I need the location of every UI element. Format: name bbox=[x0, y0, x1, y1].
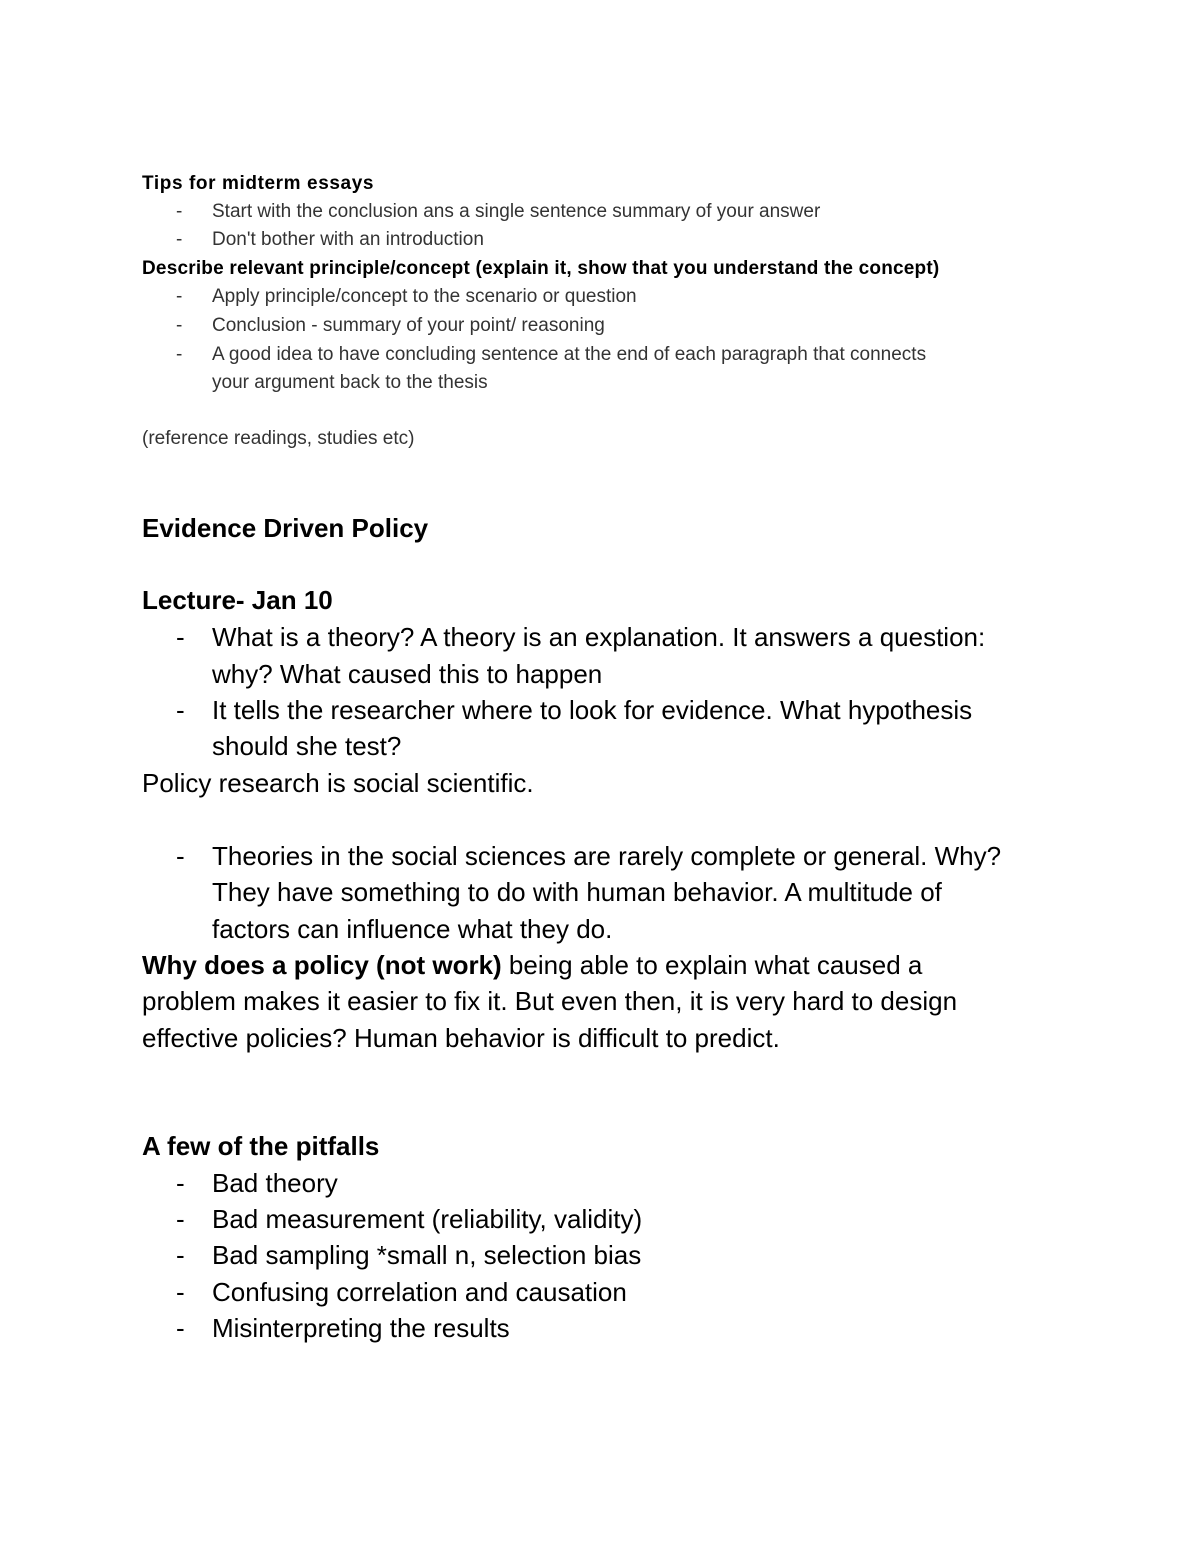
lecture-item-line3: factors can influence what they do. bbox=[212, 914, 613, 944]
why-paragraph-line1 bbox=[142, 947, 922, 983]
policy-statement: Policy research is social scientific. bbox=[142, 768, 534, 798]
tips-item-line1: A good idea to have concluding sentence at the end of each paragraph that connects bbox=[212, 344, 927, 365]
tips-heading: Tips for midterm essays bbox=[142, 173, 375, 194]
bullet-dash: - bbox=[176, 622, 185, 652]
why-paragraph-line2: problem makes it easier to fix it. But even then, it is very hard to design bbox=[142, 986, 958, 1016]
bullet-dash: - bbox=[176, 344, 183, 365]
pitfall-item: Misinterpreting the results bbox=[212, 1313, 510, 1343]
tips-item: Don't bother with an introduction bbox=[212, 229, 484, 250]
why-rest-text: being able to explain what caused a bbox=[501, 950, 923, 980]
tips-item: Apply principle/concept to the scenario or question bbox=[212, 286, 637, 307]
bullet-dash: - bbox=[176, 286, 183, 307]
why-paragraph-line3: effective policies? Human behavior is difficult to predict. bbox=[142, 1023, 780, 1053]
bullet-dash: - bbox=[176, 841, 185, 871]
pitfalls-heading: A few of the pitfalls bbox=[142, 1131, 380, 1161]
lecture-item-line1: Theories in the social sciences are rarely complete or general. Why? bbox=[212, 841, 1002, 871]
bullet-dash: - bbox=[176, 229, 183, 250]
bullet-dash: - bbox=[176, 1313, 185, 1343]
pitfall-item: Confusing correlation and causation bbox=[212, 1277, 627, 1307]
why-bold-phrase: Why does a policy (not work) bbox=[142, 950, 502, 980]
bullet-dash: - bbox=[176, 1168, 185, 1198]
lecture-item-line1: It tells the researcher where to look for evidence. What hypothesis bbox=[212, 695, 973, 725]
bullet-dash: - bbox=[176, 695, 185, 725]
lecture-item-line2: should she test? bbox=[212, 731, 402, 761]
describe-heading: Describe relevant principle/concept (explain it, show that you understand the concept) bbox=[142, 258, 940, 279]
bullet-dash: - bbox=[176, 1240, 185, 1270]
lecture-item-line1: What is a theory? A theory is an explanation. It answers a question: bbox=[212, 622, 986, 652]
lecture-item-line2: They have something to do with human behavior. A multitude of bbox=[212, 877, 942, 907]
lecture-heading: Lecture- Jan 10 bbox=[142, 585, 333, 615]
tips-item: Conclusion - summary of your point/ reasoning bbox=[212, 315, 605, 336]
pitfall-item: Bad measurement (reliability, validity) bbox=[212, 1204, 643, 1234]
lecture-item-line2: why? What caused this to happen bbox=[212, 659, 603, 689]
tips-item: Start with the conclusion ans a single sentence summary of your answer bbox=[212, 201, 821, 222]
reference-note: (reference readings, studies etc) bbox=[142, 428, 415, 449]
tips-item-line2: your argument back to the thesis bbox=[212, 372, 488, 393]
bullet-dash: - bbox=[176, 201, 183, 222]
bullet-dash: - bbox=[176, 1277, 185, 1307]
pitfall-item: Bad sampling *small n, selection bias bbox=[212, 1240, 642, 1270]
page-title: Evidence Driven Policy bbox=[142, 513, 429, 543]
pitfall-item: Bad theory bbox=[212, 1168, 338, 1198]
bullet-dash: - bbox=[176, 1204, 185, 1234]
bullet-dash: - bbox=[176, 315, 183, 336]
